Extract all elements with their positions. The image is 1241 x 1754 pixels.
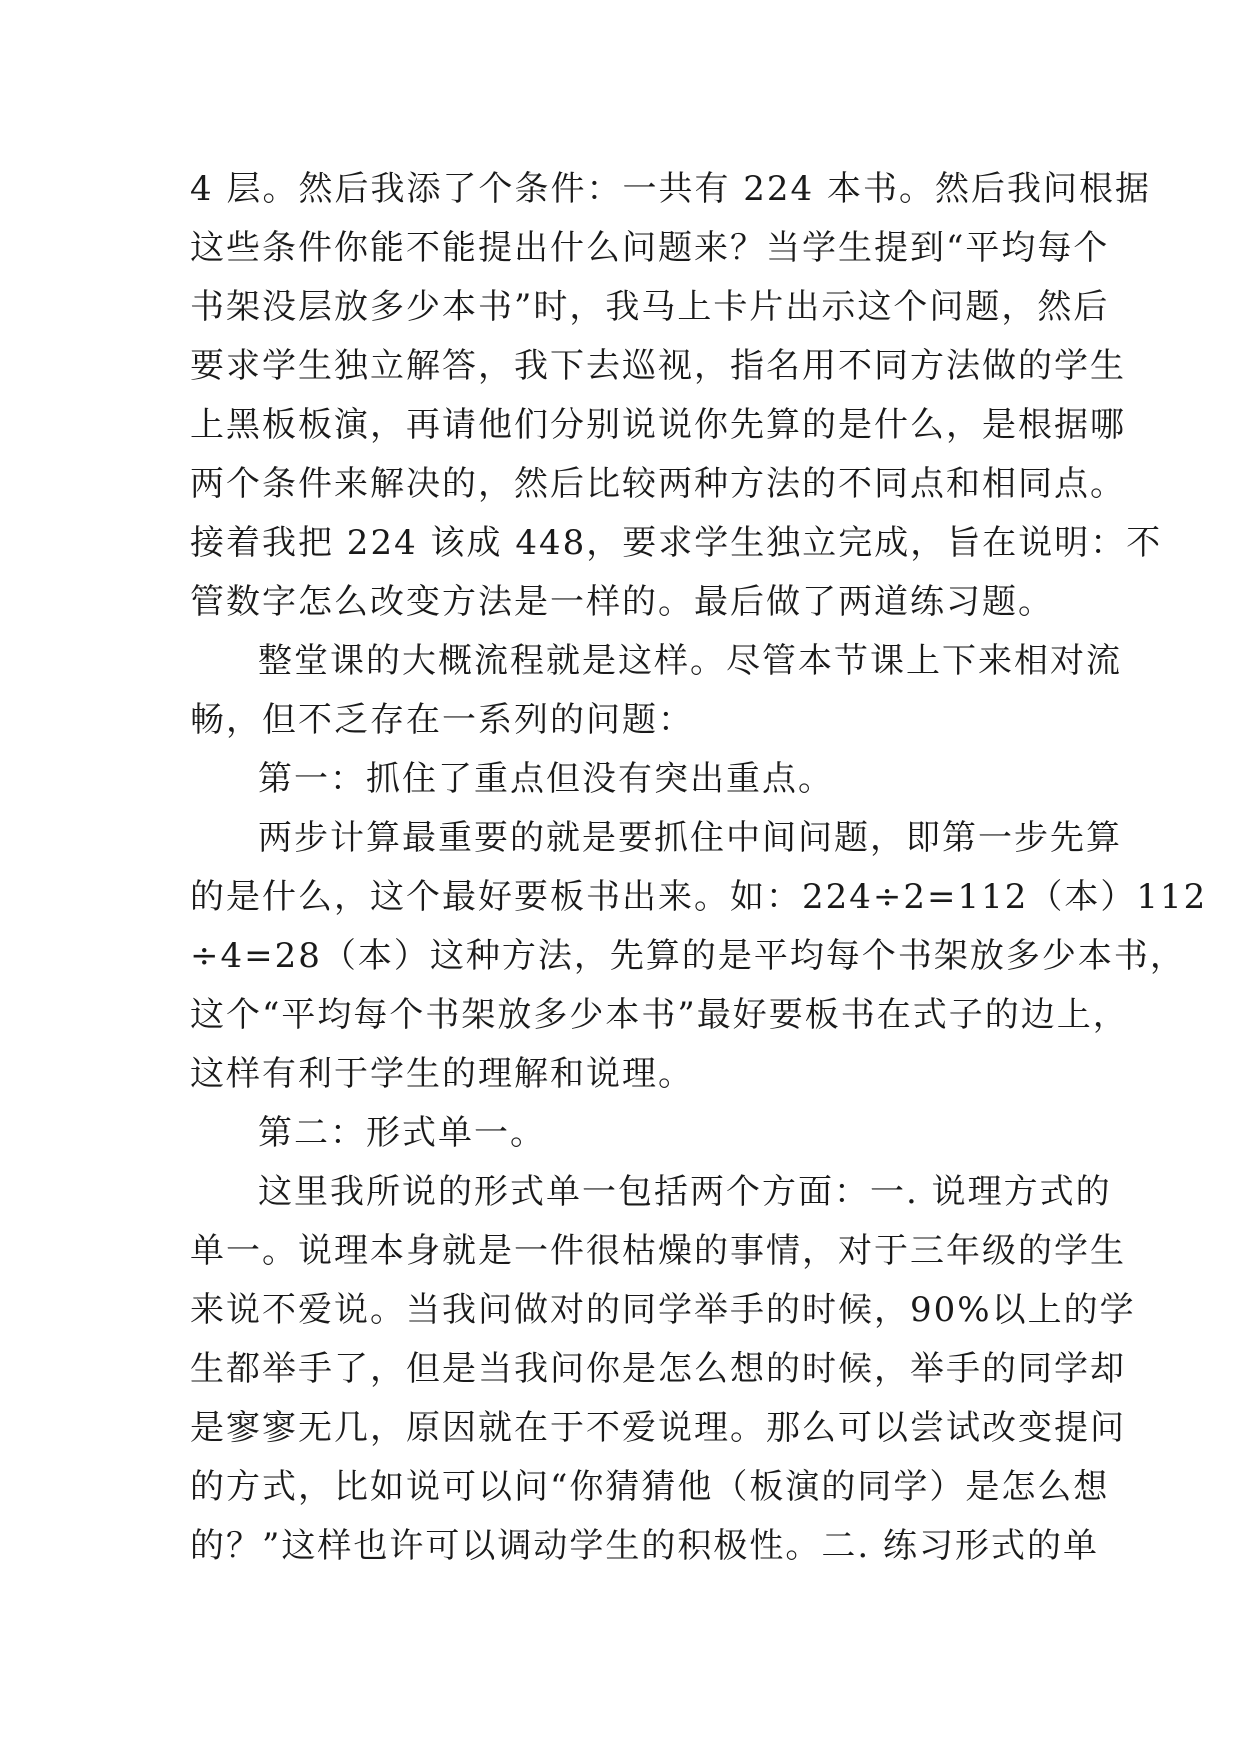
paragraph-start-line: 整堂课的大概流程就是这样。尽管本节课上下来相对流 <box>258 641 1122 681</box>
text-line: 要求学生独立解答，我下去巡视，指名用不同方法做的学生 <box>190 346 1126 386</box>
text-line: 生都举手了，但是当我问你是怎么想的时候，举手的同学却 <box>190 1349 1126 1389</box>
section-heading: 第二：形式单一。 <box>258 1113 546 1153</box>
text-line: 单一。说理本身就是一件很枯燥的事情，对于三年级的学生 <box>190 1231 1126 1271</box>
text-line: 来说不爱说。当我问做对的同学举手的时候，90%以上的学 <box>190 1290 1136 1330</box>
text-line: 的方式，比如说可以问“你猜猜他（板演的同学）是怎么想 <box>190 1467 1110 1507</box>
paragraph-start-line: 两步计算最重要的就是要抓住中间问题，即第一步先算 <box>258 818 1122 858</box>
text-line: 这样有利于学生的理解和说理。 <box>190 1054 694 1094</box>
text-line: 畅，但不乏存在一系列的问题： <box>190 700 694 740</box>
text-line: 书架没层放多少本书”时，我马上卡片出示这个问题，然后 <box>190 287 1110 327</box>
text-line: 两个条件来解决的，然后比较两种方法的不同点和相同点。 <box>190 464 1126 504</box>
text-line: 的是什么，这个最好要板书出来。如：224÷2=112（本）112 <box>190 877 1208 917</box>
text-line: 这些条件你能不能提出什么问题来？当学生提到“平均每个 <box>190 228 1110 268</box>
body-text <box>190 160 1208 1576</box>
text-line: 管数字怎么改变方法是一样的。最后做了两道练习题。 <box>190 582 1054 622</box>
text-line: 4 层。然后我添了个条件：一共有 224 本书。然后我问根据 <box>190 169 1151 209</box>
text-line: ÷4=28（本）这种方法，先算的是平均每个书架放多少本书， <box>190 936 1186 976</box>
text-line: 上黑板板演，再请他们分别说说你先算的是什么，是根据哪 <box>190 405 1126 445</box>
text-line: 这个“平均每个书架放多少本书”最好要板书在式子的边上， <box>190 995 1129 1035</box>
section-heading: 第一：抓住了重点但没有突出重点。 <box>258 759 834 799</box>
text-line: 的？”这样也许可以调动学生的积极性。二. 练习形式的单 <box>190 1526 1099 1566</box>
text-line: 接着我把 224 该成 448，要求学生独立完成，旨在说明：不 <box>190 523 1163 563</box>
paragraph-start-line: 这里我所说的形式单一包括两个方面：一. 说理方式的 <box>258 1172 1112 1212</box>
text-line: 是寥寥无几，原因就在于不爱说理。那么可以尝试改变提问 <box>190 1408 1126 1448</box>
